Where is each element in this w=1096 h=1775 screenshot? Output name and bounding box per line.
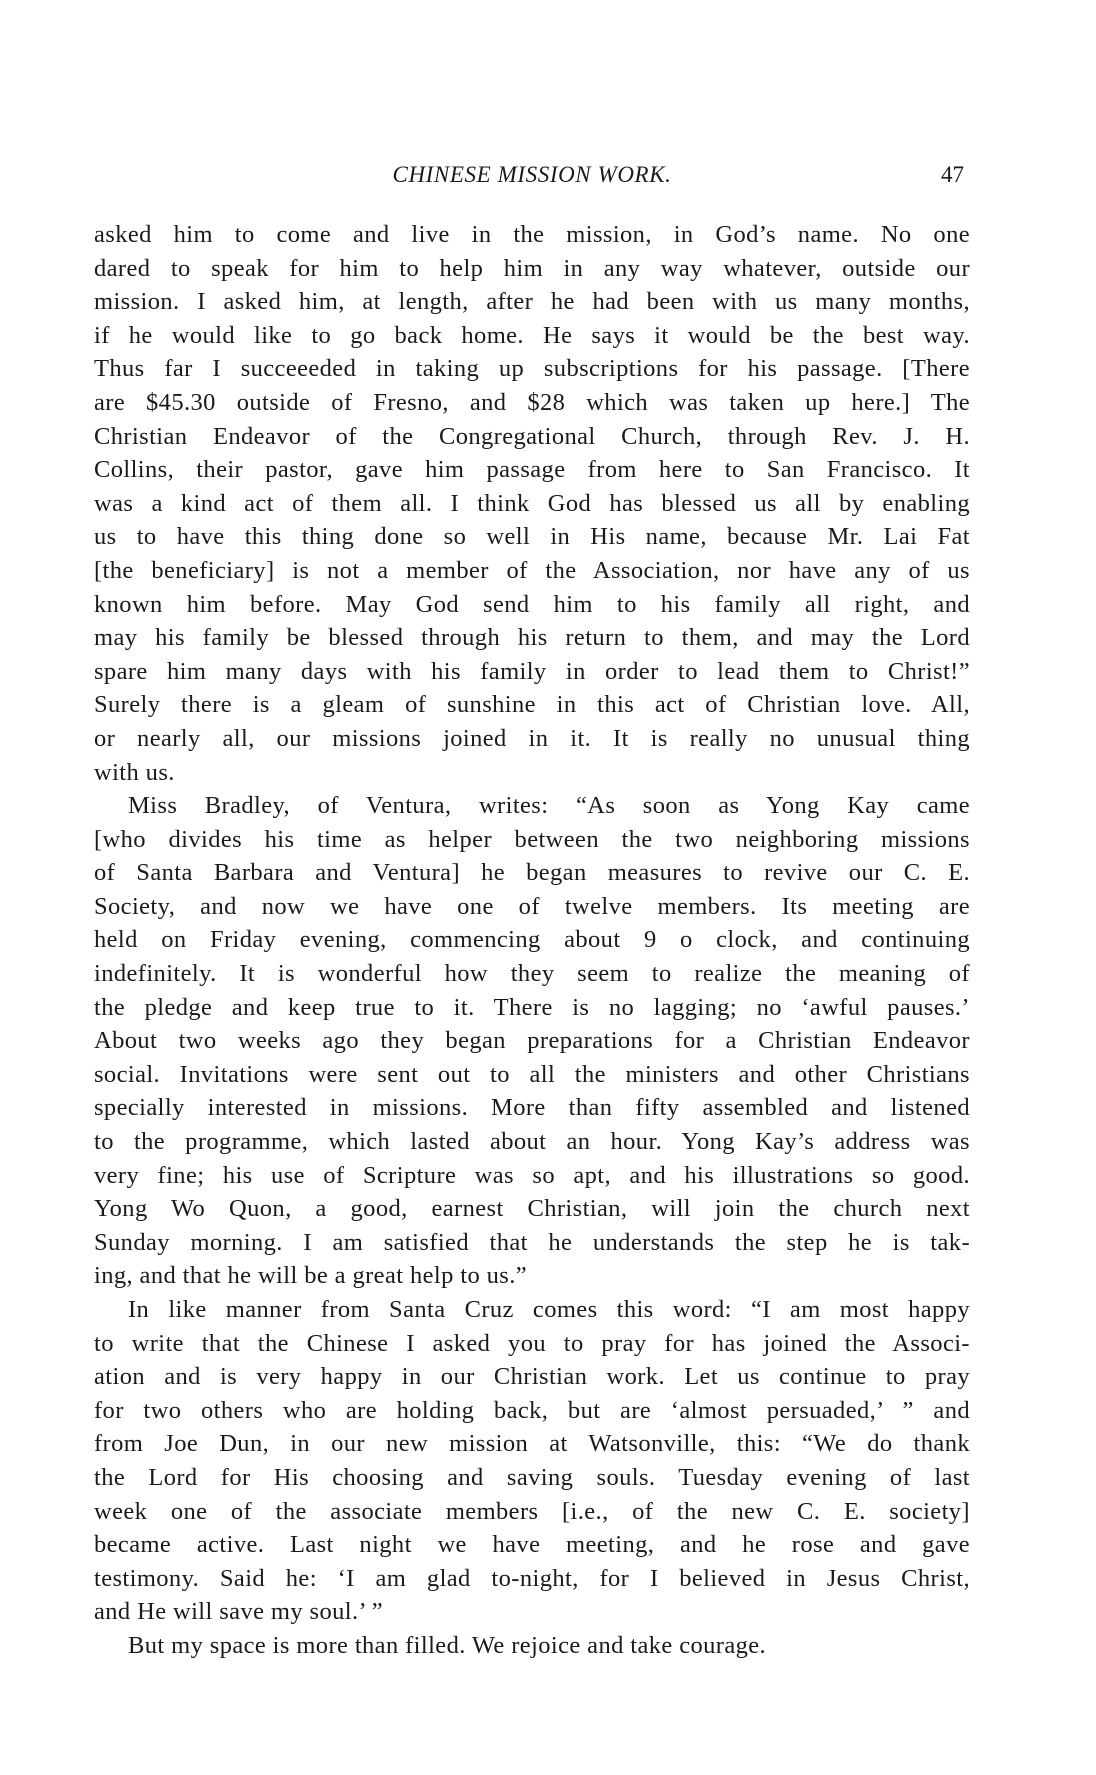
text-line: testimony. Said he: ‘I am glad to-night, for I believed in Jesus Christ, xyxy=(94,1564,970,1592)
text-line: or nearly all, our missions joined in it. It is really no unusual thing xyxy=(94,724,970,752)
paragraph xyxy=(94,1629,970,1663)
text-line: Collins, their pastor, gave him passage from here to San Francisco. It xyxy=(94,456,970,484)
text-line: Christian Endeavor of the Congregational Church, through Rev. J. H. xyxy=(94,422,970,450)
text-line: specially interested in missions. More than fifty assembled and listened xyxy=(94,1094,970,1122)
running-head xyxy=(94,158,970,192)
text-line: may his family be blessed through his return to them, and may the Lord xyxy=(94,624,970,652)
text-line: became active. Last night we have meeting, and he rose and gave xyxy=(94,1531,970,1559)
text-line: [the beneficiary] is not a member of the Association, nor have any of us xyxy=(94,556,970,584)
text-line: [who divides his time as helper between the two neighboring missions xyxy=(94,825,970,853)
text-line: of Santa Barbara and Ventura] he began measures to revive our C. E. xyxy=(94,859,970,887)
paragraph xyxy=(94,1293,970,1629)
text-line: But my space is more than filled. We rejoice and take courage. xyxy=(128,1631,767,1659)
text-line: week one of the associate members [i.e., of the new C. E. society] xyxy=(94,1497,970,1525)
text-line: us to have this thing done so well in His name, because Mr. Lai Fat xyxy=(94,523,970,551)
text-line: the pledge and keep true to it. There is no lagging; no ‘awful pauses.’ xyxy=(94,993,970,1021)
text-line: to write that the Chinese I asked you to pray for has joined the Associ- xyxy=(94,1329,970,1357)
paragraph xyxy=(94,218,970,789)
text-line: very fine; his use of Scripture was so apt, and his illustrations so good. xyxy=(94,1161,970,1189)
text-line: ing, and that he will be a great help to us.” xyxy=(94,1262,528,1290)
text-line: from Joe Dun, in our new mission at Watsonville, this: “We do thank xyxy=(94,1430,970,1458)
text-line: with us. xyxy=(94,758,175,786)
text-line: held on Friday evening, commencing about 9 o clock, and continuing xyxy=(94,926,970,954)
text-line: the Lord for His choosing and saving souls. Tuesday evening of last xyxy=(94,1463,970,1491)
page-number: 47 xyxy=(941,162,964,187)
text-line: mission. I asked him, at length, after he had been with us many months, xyxy=(94,288,970,316)
text-line: to the programme, which lasted about an hour. Yong Kay’s address was xyxy=(94,1128,970,1156)
body-text xyxy=(94,218,970,1663)
text-line: was a kind act of them all. I think God has blessed us all by enabling xyxy=(94,489,970,517)
text-line: Society, and now we have one of twelve members. Its meeting are xyxy=(94,892,970,920)
running-title: CHINESE MISSION WORK. xyxy=(392,162,672,187)
text-line: Thus far I succeeeded in taking up subscriptions for his passage. [There xyxy=(94,355,970,383)
text-line: asked him to come and live in the mission, in God’s name. No one xyxy=(94,221,970,248)
text-line: Sunday morning. I am satisfied that he understands the step he is tak- xyxy=(94,1228,970,1256)
text-line: spare him many days with his family in order to lead them to Christ!” xyxy=(94,657,970,685)
text-line: and He will save my soul.’ ” xyxy=(94,1598,384,1626)
text-line: Surely there is a gleam of sunshine in this act of Christian love. All, xyxy=(94,691,970,719)
text-line: ation and is very happy in our Christian work. Let us continue to pray xyxy=(94,1363,970,1391)
text-line: are $45.30 outside of Fresno, and $28 which was taken up here.] The xyxy=(94,388,970,416)
text-line: indefinitely. It is wonderful how they seem to realize the meaning of xyxy=(94,960,970,988)
text-line: dared to speak for him to help him in any way whatever, outside our xyxy=(94,254,970,282)
text-line: for two others who are holding back, but are ‘almost persuaded,’ ” and xyxy=(94,1396,970,1424)
text-line: About two weeks ago they began preparations for a Christian Endeavor xyxy=(94,1027,970,1055)
text-line: if he would like to go back home. He says it would be the best way. xyxy=(94,321,970,349)
text-line: known him before. May God send him to his family all right, and xyxy=(94,590,970,618)
text-line: Miss Bradley, of Ventura, writes: “As soon as Yong Kay came xyxy=(128,792,970,820)
paragraph xyxy=(94,789,970,1293)
text-line: social. Invitations were sent out to all the ministers and other Christians xyxy=(94,1060,970,1088)
text-line: In like manner from Santa Cruz comes this word: “I am most happy xyxy=(128,1296,970,1323)
text-line: Yong Wo Quon, a good, earnest Christian, will join the church next xyxy=(94,1195,970,1223)
